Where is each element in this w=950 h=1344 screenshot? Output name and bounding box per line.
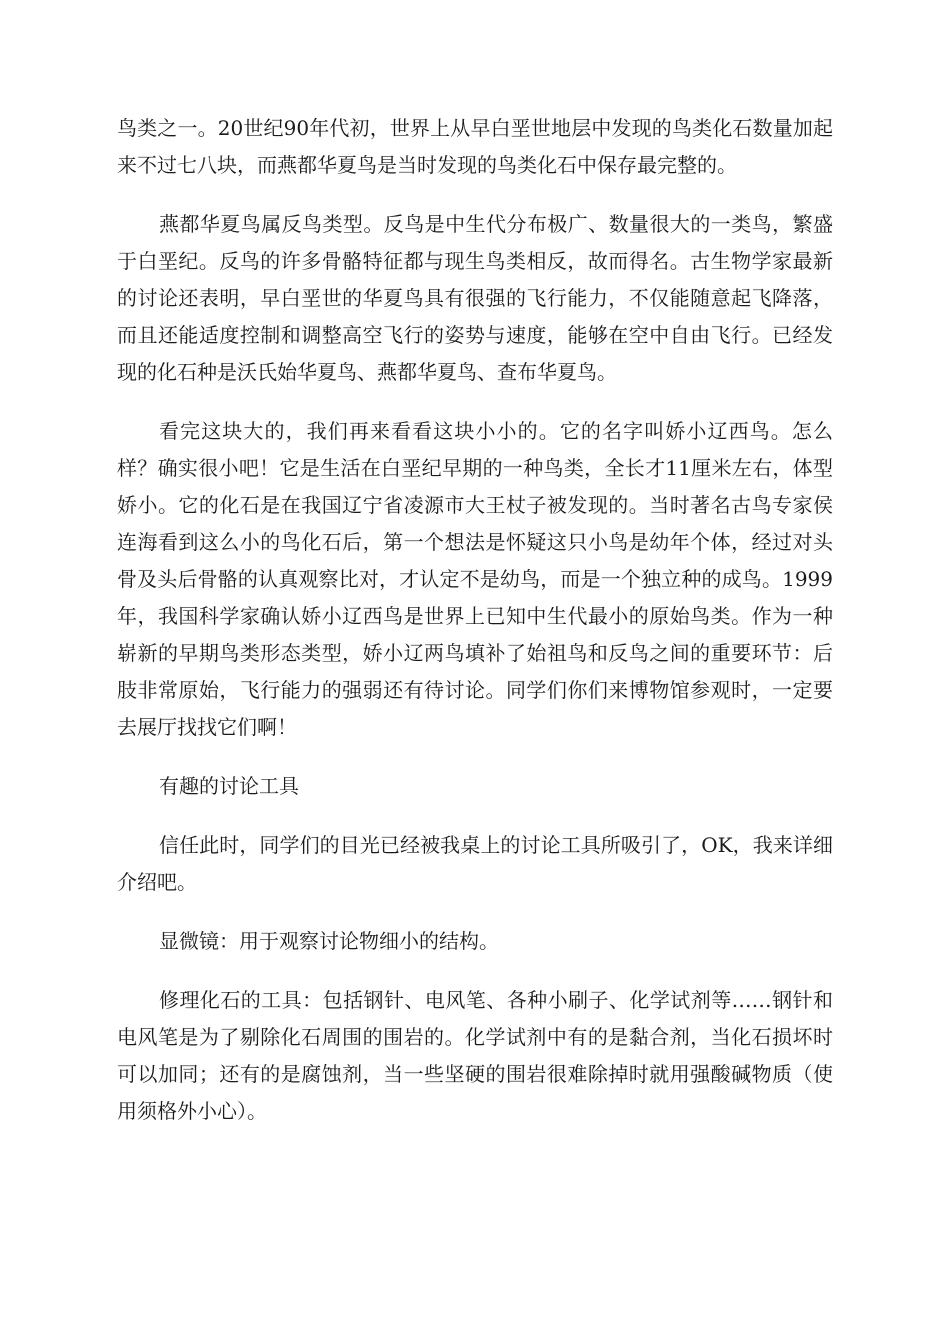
paragraph-fossil-tools: 修理化石的工具：包括钢针、电风笔、各种小刷子、化学试剂等……钢针和电风笔是为了剔除化石周围的围岩的。化学试剂中有的是黏合剂，当化石损坏时可以加同；还有的是腐蚀剂，当一些坚硬的围岩很难除掉时就用强酸碱物质（使用须格外小心）。 (117, 988, 833, 1123)
paragraph-tools-intro: 信任此时，同学们的目光已经被我桌上的讨论工具所吸引了，OK，我来详细介绍吧。 (117, 833, 833, 894)
paragraph-microscope: 显微镜：用于观察讨论物细小的结构。 (159, 929, 499, 953)
section-heading: 有趣的讨论工具 (159, 774, 299, 798)
document-page (117, 110, 833, 1152)
paragraph-liaoxiniao: 看完这块大的，我们再来看看这块小小的。它的名字叫娇小辽西鸟。怎么样？确实很小吧！它是生活在白垩纪早期的一种鸟类，全长才11厘米左右，体型娇小。它的化石是在我国辽宁省凌源市大王杖子被发现的。当时著名古鸟专家侯连海看到这么小的鸟化石后，第一个想法是怀疑这只小鸟是幼年个体，经过对头骨及头后骨骼的认真观察比对，才认定不是幼鸟，而是一个独立种的成鸟。1999年，我国科学家确认娇小辽西鸟是世界上已知中生代最小的原始鸟类。作为一种崭新的早期鸟类形态类型，娇小辽两鸟填补了始祖鸟和反鸟之间的重要环节：后肢非常原始，飞行能力的强弱还有待讨论。同学们你们来博物馆参观时，一定要去展厅找找它们啊！ (117, 419, 833, 739)
paragraph-fanniao: 燕都华夏鸟属反鸟类型。反鸟是中生代分布极广、数量很大的一类鸟，繁盛于白垩纪。反鸟的许多骨骼特征都与现生鸟类相反，故而得名。古生物学家最新的讨论还表明，早白垩世的华夏鸟具有很强的飞行能力，不仅能随意起飞降落，而且还能适度控制和调整高空飞行的姿势与速度，能够在空中自由飞行。已经发现的化石种是沃氏始华夏鸟、燕都华夏鸟、查布华夏鸟。 (117, 212, 833, 384)
paragraph-continuation: 鸟类之一。20世纪90年代初，世界上从早白垩世地层中发现的鸟类化石数量加起来不过七八块，而燕都华夏鸟是当时发现的鸟类化石中保存最完整的。 (117, 116, 833, 177)
